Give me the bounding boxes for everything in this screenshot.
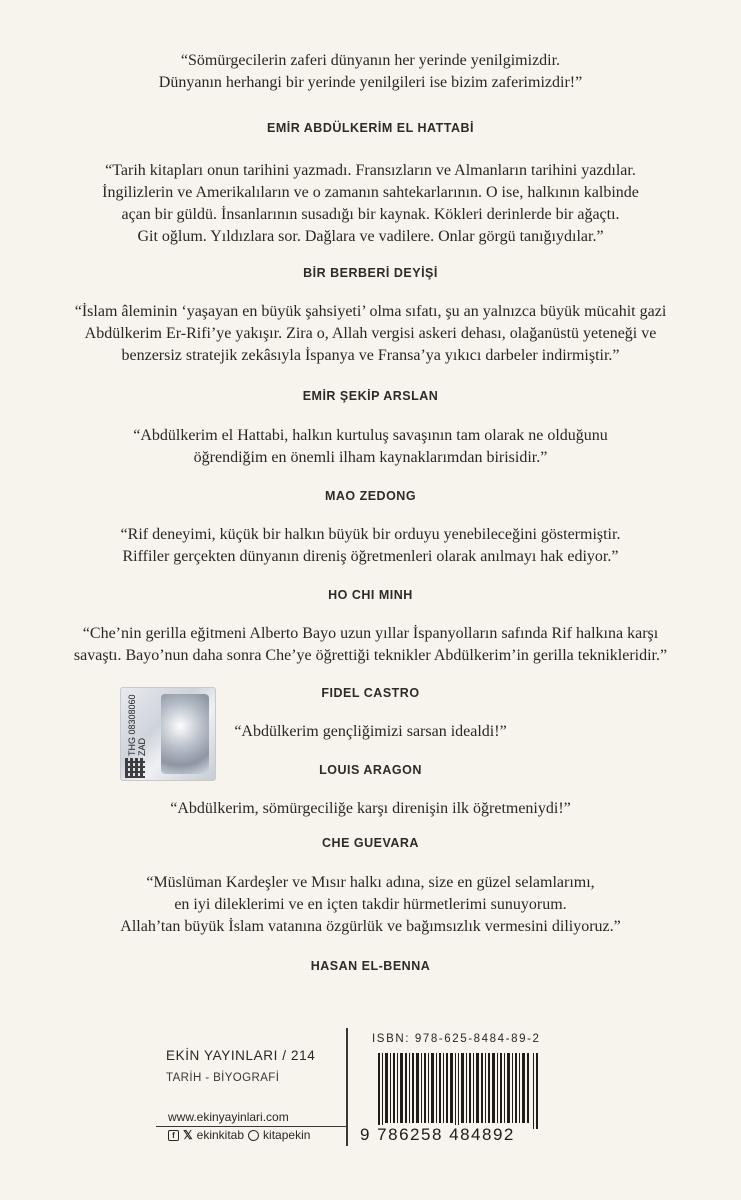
quote-8 bbox=[40, 798, 701, 820]
publisher-url[interactable]: www.ekinyayinlari.com bbox=[168, 1110, 289, 1124]
social-handle-1[interactable]: ekinkitab bbox=[196, 1128, 245, 1142]
quote-line: açan bir güldü. İnsanlarının susadığı bir kaynak. Kökleri derinlerde bir ağaçtı. bbox=[121, 206, 620, 223]
quote-4 bbox=[40, 425, 701, 469]
quote-line: “Tarih kitapları onun tarihini yazmadı. Fransızların ve Almanların tarihini yazdılar. bbox=[105, 162, 636, 179]
author-6: FIDEL CASTRO bbox=[321, 686, 420, 700]
social-links bbox=[168, 1128, 310, 1142]
social-handle-2[interactable]: kitapekin bbox=[263, 1128, 311, 1142]
publisher-name: EKİN YAYINLARI / 214 bbox=[166, 1048, 316, 1063]
hologram-icon bbox=[161, 694, 209, 774]
quote-line: “İslam âleminin ‘yaşayan en büyük şahsiyeti’ olma sıfatı, şu an yalnızca büyük mücahit gazi bbox=[74, 303, 667, 320]
quote-1 bbox=[40, 50, 701, 94]
quote-line: Allah’tan büyük İslam vatanına özgürlük ve bağımsızlık vermesini diliyoruz.” bbox=[120, 918, 621, 935]
quote-9 bbox=[40, 872, 701, 938]
sticker-code: THG 08308060 ZAD bbox=[127, 694, 147, 756]
quote-line: Abdülkerim Er-Rifi’ye yakışır. Zira o, Allah vergisi askeri dehası, olağanüstü yeteneği ve bbox=[84, 325, 657, 342]
quote-line: benzersiz stratejik zekâsıyla İspanya ve Fransa’ya yıkıcı darbeler indirmiştir.” bbox=[121, 347, 620, 364]
author-4: MAO ZEDONG bbox=[324, 489, 417, 503]
quote-line: “Abdülkerim el Hattabi, halkın kurtuluş savaşının tam olarak ne olduğunu bbox=[133, 427, 608, 444]
publisher-category: TARİH - BİYOGRAFİ bbox=[166, 1072, 280, 1084]
divider-vertical bbox=[346, 1028, 348, 1146]
hologram-sticker bbox=[120, 687, 216, 781]
quote-2 bbox=[40, 160, 701, 248]
author-9: HASAN EL-BENNA bbox=[310, 959, 431, 973]
quote-line: “Abdülkerim, sömürgeciliğe karşı direnişin ilk öğretmeniydi!” bbox=[170, 800, 571, 817]
qr-code-icon bbox=[125, 758, 145, 778]
quote-line: İngilizlerin ve Amerikalıların ve o zamanın sahtekarlarının. O ise, halkının kalbinde bbox=[102, 184, 639, 201]
instagram-icon[interactable] bbox=[248, 1130, 259, 1141]
x-icon[interactable]: 𝕏 bbox=[183, 1128, 193, 1142]
quote-5 bbox=[40, 524, 701, 568]
quote-line: “Müslüman Kardeşler ve Mısır halkı adına, size en güzel selamlarımı, bbox=[146, 874, 595, 891]
quote-line: Git oğlum. Yıldızlara sor. Dağlara ve vadilere. Onlar görgü tanığıydılar.” bbox=[137, 228, 604, 245]
quote-line: öğrendiğim en önemli ilham kaynaklarımdan birisidir.” bbox=[193, 449, 548, 466]
author-3: EMİR ŞEKİP ARSLAN bbox=[302, 389, 439, 403]
divider-horizontal bbox=[156, 1126, 346, 1127]
author-2: BİR BERBERİ DEYİŞİ bbox=[303, 266, 438, 280]
quote-line: Riffiler gerçekten dünyanın direniş öğretmenleri olarak anılmayı hak ediyor.” bbox=[122, 548, 619, 565]
author-8: CHE GUEVARA bbox=[322, 836, 419, 850]
isbn-label: ISBN: 978-625-8484-89-2 bbox=[372, 1033, 541, 1045]
quote-3 bbox=[40, 301, 701, 367]
quote-line: “Abdülkerim gençliğimizi sarsan idealdi!” bbox=[234, 723, 507, 740]
quote-line: “Rif deneyimi, küçük bir halkın büyük bir orduyu yenebileceğini göstermiştir. bbox=[120, 526, 621, 543]
quote-line: Dünyanın herhangi bir yerinde yenilgileri ise bizim zaferimizdir!” bbox=[158, 74, 583, 91]
author-5: HO CHI MINH bbox=[328, 588, 413, 602]
barcode bbox=[378, 1053, 540, 1129]
facebook-icon[interactable]: f bbox=[168, 1130, 179, 1141]
author-1: EMİR ABDÜLKERİM EL HATTABİ bbox=[267, 121, 474, 135]
quote-line: en iyi dileklerimi ve en içten takdir hürmetlerimi sunuyorum. bbox=[174, 896, 567, 913]
quote-line: savaştı. Bayo’nun daha sonra Che’ye öğrettiği teknikler Abdülkerim’in gerilla teknikleridir.” bbox=[73, 647, 668, 664]
quote-6 bbox=[40, 623, 701, 667]
quote-line: “Che’nin gerilla eğitmeni Alberto Bayo uzun yıllar İspanyolların safında Rif halkına karşı bbox=[82, 625, 659, 642]
quote-line: “Sömürgecilerin zaferi dünyanın her yerinde yenilgimizdir. bbox=[180, 52, 561, 69]
barcode-number: 9 786258 484892 bbox=[360, 1125, 515, 1144]
author-7: LOUIS ARAGON bbox=[319, 763, 422, 777]
